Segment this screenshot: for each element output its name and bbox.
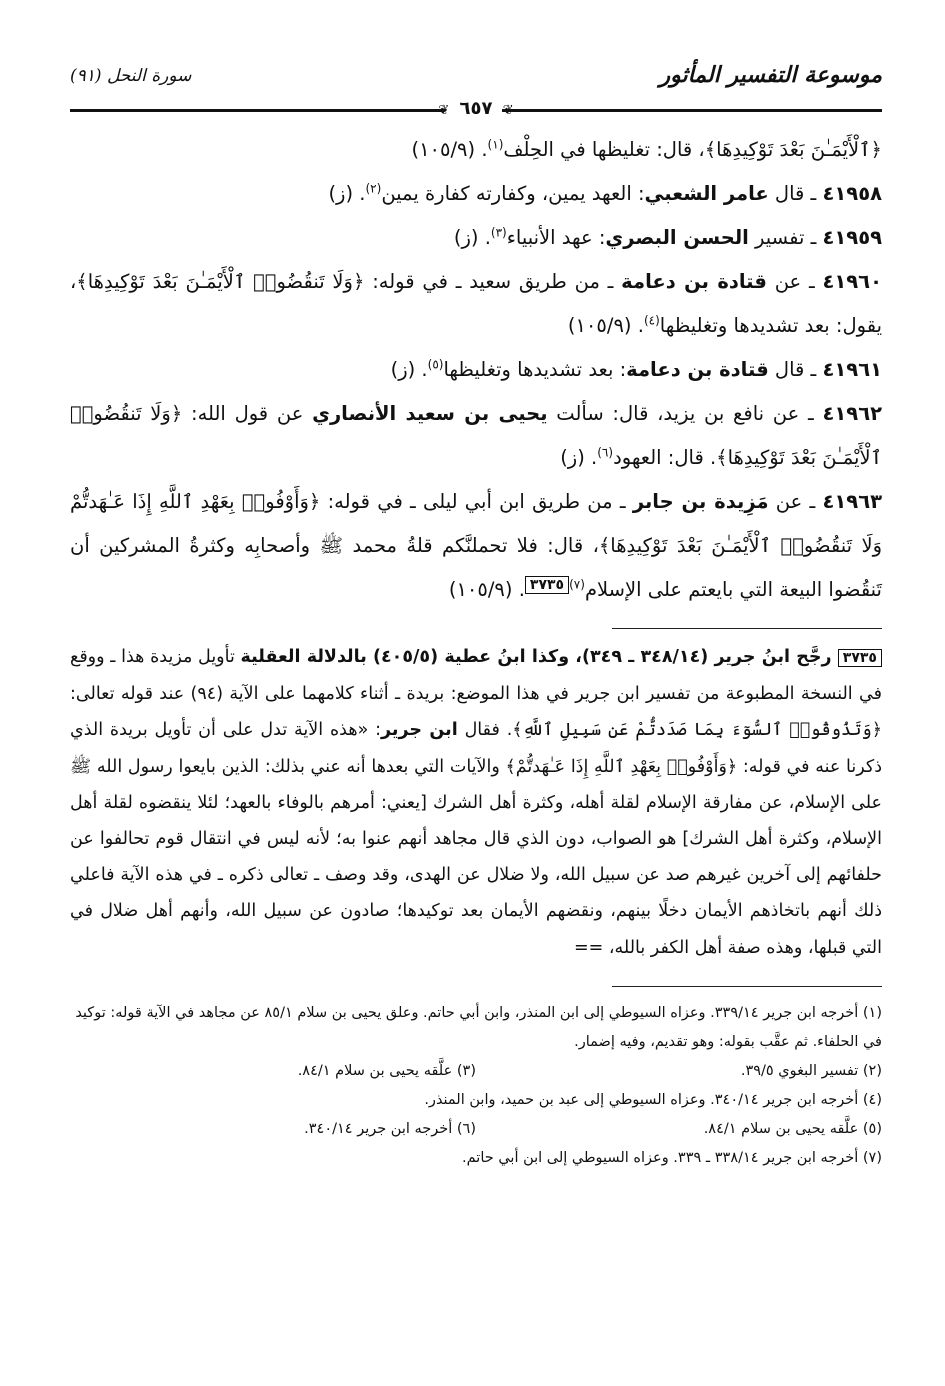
ornament-icon: ❦ <box>502 103 514 118</box>
narrator-name: يحيى بن سعيد الأنصاري <box>312 402 548 425</box>
page-number-block <box>70 98 882 119</box>
quran-quote: ﴿وَأَوْفُوا۟ بِعَهْدِ ٱللَّهِ إِذَا عَـٰهَدتُّمْ وَلَا تَنقُضُوا۟ ٱلْأَيْمَـٰنَ بَعْدَ تَوْكِيدِهَا﴾ <box>70 490 883 557</box>
quran-quote: ﴿وَأَوْفُوا۟ بِعَهْدِ ٱللَّهِ إِذَا عَـٰهَدتُّمْ﴾ <box>505 756 738 777</box>
quran-quote: ﴿وَلَا تَنقُضُوا۟ ٱلْأَيْمَـٰنَ بَعْدَ تَوْكِيدِهَا﴾ <box>76 270 365 293</box>
main-text <box>70 128 882 612</box>
footnote-2: (٢) تفسير البغوي ٣٩/٥. <box>740 1062 882 1079</box>
narrator-name: قتادة بن دعامة <box>621 270 767 293</box>
athar-41961: ٤١٩٦١ ـ قال قتادة بن دعامة: بعد تشديدها وتغليظها$^{(٥)}$. (ز) <box>390 357 882 381</box>
running-header <box>70 58 882 98</box>
footnote-6: (٦) أخرجه ابن جرير ٣٤٠/١٤. <box>304 1120 476 1137</box>
athar-41959: ٤١٩٥٩ ـ تفسير الحسن البصري: عهد الأنبياء$^{(٣)}$. (ز) <box>453 225 882 249</box>
footnotes-separator <box>612 986 882 987</box>
athar-number: ٤١٩٦٣ <box>822 490 883 513</box>
narrator-name: قتادة بن دعامة <box>626 358 769 381</box>
commentary-separator <box>612 628 882 629</box>
surah-name: سورة النحل (٩١) <box>70 66 192 86</box>
commentary-number-box: ٣٧٣٥ <box>838 649 882 667</box>
athar-41963: ٤١٩٦٣ ـ عن مَزِيدة بن جابر ـ من طريق ابن أبي ليلى ـ في قوله: ﴿وَأَوْفُوا۟ بِعَهْدِ ٱللَّهِ إِذَا عَـٰهَدتُّمْ وَلَا تَنقُضُوا۟ ٱلْأَيْمَـٰنَ بَعْدَ تَوْكِيدِهَا﴾، قال: فلا تحملنَّكم قلةُ محمد ﷺ وأصحابِه وكثرةُ المشركين أن تَنقُضوا البيعة التي بايعتم على الإسلام$^{(٧)٣٧٣٥}$. (١٠٥/٩) <box>70 490 883 601</box>
page <box>70 58 882 1338</box>
quran-quote: ﴿وَلَا تَنقُضُوا۟ ٱلْأَيْمَـٰنَ بَعْدَ تَوْكِيدِهَا﴾ <box>70 402 882 469</box>
footnote-ref: (٢) <box>365 181 382 196</box>
narrator-name: عامر الشعبي <box>644 182 769 205</box>
athar-number: ٤١٩٥٨ <box>822 182 882 205</box>
athar-41962: ٤١٩٦٢ ـ عن نافع بن يزيد، قال: سألت يحيى بن سعيد الأنصاري عن قول الله: ﴿وَلَا تَنقُضُوا۟ ٱلْأَيْمَـٰنَ بَعْدَ تَوْكِيدِهَا﴾. قال: العهود$^{(٦)}$. (ز) <box>70 402 882 469</box>
paragraph-continued: ﴿ٱلْأَيْمَـٰنَ بَعْدَ تَوْكِيدِهَا﴾، قال: تغليظها في الحِلْف$^{(١)}$. (١٠٥/٩) <box>411 137 882 161</box>
footnote-ref: (١) <box>487 137 504 152</box>
scholar-name: ابن جرير <box>381 720 458 741</box>
footnote-row <box>70 1115 882 1144</box>
athar-number: ٤١٩٥٩ <box>822 226 882 249</box>
commentary-ref-box: ٣٧٣٥ <box>525 576 569 594</box>
ornament-icon: ❦ <box>438 103 450 118</box>
footnote-ref: (٣) <box>490 225 507 240</box>
quran-quote: ﴿وَتَذُوقُوا۟ ٱلسُّوٓءَ بِمَا صَدَدتُّمْ عَن سَبِيلِ ٱللَّهِ﴾ <box>512 720 883 741</box>
commentary-lead: رجَّح ابنُ جرير (٣٤٨/١٤ ـ ٣٤٩)، وكذا ابنُ عطية (٤٠٥/٥) بالدلالة العقلية <box>240 647 838 667</box>
header-rule <box>70 100 882 120</box>
footnote-1: (١) أخرجه ابن جرير ٣٣٩/١٤. وعزاه السيوطي إلى ابن المنذر، وابن أبي حاتم. وعلق يحيى بن سلام ٨٥/١ عن مجاهد في الآية قوله: توكيد في الحلفاء. ثم عقَّب بقوله: وهو تقديم، وفيه إضمار. <box>75 1004 882 1050</box>
footnote-ref: (٤) <box>643 313 660 328</box>
footnote-ref: (٧) <box>569 577 585 592</box>
book-title: موسوعة التفسير المأثور <box>659 62 882 88</box>
footnote-ref: (٥) <box>427 357 444 372</box>
athar-41960: ٤١٩٦٠ ـ عن قتادة بن دعامة ـ من طريق سعيد ـ في قوله: ﴿وَلَا تَنقُضُوا۟ ٱلْأَيْمَـٰنَ بَعْدَ تَوْكِيدِهَا﴾، يقول: بعد تشديدها وتغليظها$^{(٤)}$. (١٠٥/٩) <box>70 270 882 337</box>
narrator-name: مَزِيدة بن جابر <box>632 490 769 513</box>
footnote-ref: (٦) <box>597 445 614 460</box>
commentary: ٣٧٣٥ رجَّح ابنُ جرير (٣٤٨/١٤ ـ ٣٤٩)، وكذا ابنُ عطية (٤٠٥/٥) بالدلالة العقلية تأويل مزيدة هذا ـ ووقع في النسخة المطبوعة من تفسير ابن جرير في هذا الموضع: بريدة ـ أثناء كلامهما على الآية (٩٤) عند قوله تعالى: ﴿وَتَذُوقُوا۟ ٱلسُّوٓءَ بِمَا صَدَدتُّمْ عَن سَبِيلِ ٱللَّهِ﴾. فقال ابن جرير: «هذه الآية تدل على أن تأويل بريدة الذي ذكرنا عنه في قوله: ﴿وَأَوْفُوا۟ بِعَهْدِ ٱللَّهِ إِذَا عَـٰهَدتُّمْ﴾ والآيات التي بعدها أنه عني بذلك: الذين بايعوا رسول الله ﷺ على الإسلام، عن مفارقة الإسلام لقلة أهله، وكثرة أهل الشرك [يعني: أمرهم بالوفاء بالعهد؛ لئلا ينقضوه لقلة أهل الإسلام، وكثرة أهل الشرك] هو الصواب، دون الذي قال مجاهد أنهم عنوا به؛ لأنه ليس في انتقال قوم تحالفوا عن حلفائهم إلى آخرين غيرهم صد عن سبيل الله، ولا ضلال عن الهدى، وقد وصف ـ تعالى ذكره ـ في هذه الآية فاعلي ذلك أنهم باتخاذهم الأيمان دخلًا بينهم، ونقضهم الأيمان بعد توكيدها؛ صادون عن سبيل الله، وأنهم أهل ضلال في التي قبلها، وهذه صفة أهل الكفر بالله، == <box>70 647 883 958</box>
narrator-name: الحسن البصري <box>605 226 749 249</box>
quran-quote: ﴿ٱلْأَيْمَـٰنَ بَعْدَ تَوْكِيدِهَا﴾ <box>704 138 882 161</box>
footnote-5: (٥) علَّقه يحيى بن سلام ٨٤/١. <box>703 1120 882 1137</box>
athar-41958: ٤١٩٥٨ ـ قال عامر الشعبي: العهد يمين، وكفارته كفارة يمين$^{(٢)}$. (ز) <box>328 181 882 205</box>
athar-number: ٤١٩٦٠ <box>822 270 882 293</box>
footnote-3: (٣) علَّقه يحيى بن سلام ٨٤/١. <box>297 1062 476 1079</box>
footnote-row <box>70 1057 882 1086</box>
athar-number: ٤١٩٦١ <box>822 358 882 381</box>
footnotes <box>70 999 882 1173</box>
footnote-7: (٧) أخرجه ابن جرير ٣٣٨/١٤ ـ ٣٣٩. وعزاه السيوطي إلى ابن أبي حاتم. <box>462 1149 882 1166</box>
athar-number: ٤١٩٦٢ <box>822 402 882 425</box>
page-number: ٦٥٧ <box>459 98 493 119</box>
footnote-4: (٤) أخرجه ابن جرير ٣٤٠/١٤. وعزاه السيوطي إلى عبد بن حميد، وابن المنذر. <box>424 1091 882 1108</box>
